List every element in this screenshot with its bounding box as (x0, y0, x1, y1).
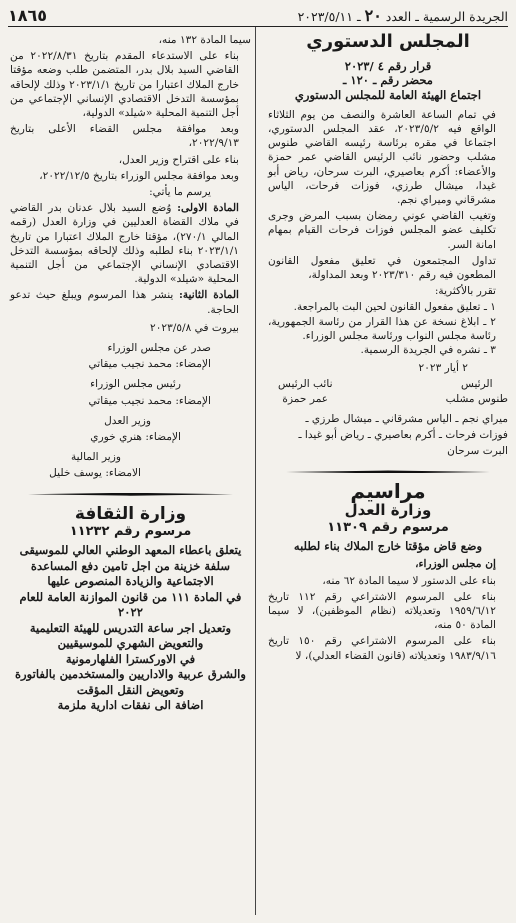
signer-title: وزير المالية (70, 451, 121, 464)
members-line: البرت سرحان (447, 445, 508, 458)
list-item: ٣ ـ نشره في الجريدة الرسمية. (360, 344, 496, 357)
decree-number: مرسوم رقم ١١٣٠٩ (327, 519, 449, 535)
section-divider (286, 467, 490, 475)
preamble: إن مجلس الوزراء، (415, 558, 496, 571)
article-2: المادة الثانية: ينشر هذا المرسوم ويبلغ حيث تدعو الحاجة. (10, 289, 239, 316)
paragraph: بناء على المرسوم الاشتراعي رقم ١٥٠ تاريخ ١٩٨٣/٩/١٦ وتعديلاته (قانون القضاء العدلي)، لا (268, 635, 496, 662)
decree-number: مرسوم رقم ١١٢٣٢ (69, 523, 192, 539)
decision-number: قرار رقم ٤ /٢٠٢٣ (344, 59, 432, 74)
place-date: بيروت في ٢٠٢٣/٥/٨ (150, 321, 239, 334)
decree-title-line: اضافة الى نفقات ادارية ملزمة (57, 698, 204, 713)
section-divider (28, 490, 233, 498)
decree-title-line: في المادة ١١١ من قانون الموازنة العامة للعام ٢٠٢٢ (19, 589, 242, 620)
decree-title-line: يتعلق باعطاء المعهد الوطني العالي للموسيقى (19, 543, 242, 558)
signer-title: وزير العدل (104, 414, 151, 427)
issued-by: صدر عن مجلس الوزراء (107, 342, 211, 355)
paragraph: تداول المجتمعون في تعليق مفعول القانون المطعون فيه رقم ٢٠٢٣/٣١٠ وبعد المداولة، (268, 254, 496, 282)
paragraph: يرسم ما يأتي: (149, 186, 211, 199)
vice-president-block: نائب الرئيس عمر حمزة (278, 378, 333, 405)
ministry-title: وزارة الثقافة (74, 503, 187, 524)
paragraph: بناء على اقتراح وزير العدل، (118, 153, 239, 166)
gazette-title: الجريدة الرسمية ـ العدد ٢٠ ـ ٢٠٢٣/٥/١١ (297, 5, 508, 25)
decrees-title: مراسيم (350, 479, 426, 504)
decree-title-line: والشرق عربية والاداريين والمستخدمين بالفاتورة (14, 667, 247, 682)
paragraph: وتغيب القاضي عوني رمضان بسبب المرض وجرى تكليف عضو المجلس فوزات فرحات القيام بمهام امانة السر. (268, 210, 496, 251)
list-item: ٢ ـ ابلاغ نسخة عن هذا القرار من رئاسة الجمهورية، رئاسة مجلس النواب ورئاسة مجلس الوزراء. (268, 315, 496, 342)
minutes-number: محضر رقم ـ ١٢٠ ـ (343, 73, 433, 88)
issue-number: ٢٠ (364, 5, 382, 25)
sign-date: ٢ أيار ٢٠٢٣ (418, 362, 468, 375)
signatures (268, 377, 508, 405)
decree-title-line: سلفة خزينة من اجل تامين دفع المساعدة (30, 558, 231, 573)
members-line: فوزات فرحات ـ أكرم بعاصيري ـ رياض أبو غيدا ـ (298, 429, 508, 442)
council-title: المجلس الدستوري (306, 31, 470, 52)
paragraph: بناء على الدستور لا سيما المادة ٦٢ منه، (322, 574, 496, 587)
page-number: ١٨٦٥ (8, 5, 48, 25)
paragraph: وبعد موافقة مجلس الوزراء بتاريخ ٢٠٢٢/١٢/٥، (39, 169, 239, 182)
members-line: ميراي نجم ـ الياس مشرقاني ـ ميشال طرزي ـ (305, 412, 508, 425)
article-1: المادة الاولى: وُضع السيد بلال عدنان بدر القاضي في ملاك القضاة العدليين في وزارة العدل (رقمه المالي ٢٧٠/١)، مؤقتا خارج الملاك اعتبارا من تاريخ ٢٠٢٣/١/١ بناء لطلبه وذلك لإلحاقه بمؤسسة التدخل الاقتصادي الإنساني الإجتماعي من أجل التنمية المحلية «شيلد» الدولية. (10, 202, 240, 286)
signature: الامضاء: يوسف خليل (49, 467, 141, 480)
president-block: الرئيس طنوس مشلب (445, 378, 508, 405)
paragraph: في تمام الساعة العاشرة والنصف من يوم الثلاثاء الواقع فيه ٢٠٢٣/٥/٢، عقد المجلس الدستوري، اجتماعا في مقره برئاسة رئيسه القاضي طنوس مشلب وحضور نائب الرئيس القاضي عمر حمزة والأعضاء: أكرم بعاصيري، البرت سرحان، رياض أبو غيدا، ميشال طرزي، فوزات فرحات، الياس مشرقاني وميراي نجم. (268, 108, 496, 207)
signature: الإمضاء: هنري خوري (90, 431, 181, 444)
paragraph: بناء على الاستدعاء المقدم بتاريخ ٢٠٢٢/٨/٣١ من القاضي السيد بلال بدر، المتضمن طلب وضعه مؤقتا خارج الملاك اعتبارا من تاريخ ٢٠٢٣/١/١ وذلك لإلحاقه بمؤسسة التدخل الاقتصادي الإنساني الإجتماعي من أجل التنمية المحلية «شيلد» الدولية، (10, 50, 239, 120)
paragraph: بناء على المرسوم الاشتراعي رقم ١١٢ تاريخ ١٩٥٩/٦/١٢ وتعديلاته (نظام الموظفين)، لا سيما المادة ٥٠ منه، (268, 590, 496, 632)
decree-title-line: في الاوركسترا الفلهارمونية (65, 651, 196, 666)
meeting-title: اجتماع الهيئة العامة للمجلس الدستوري (294, 87, 482, 102)
right-column (262, 27, 508, 915)
list-item: ١ ـ تعليق مفعول القانون لحين البت بالمراجعة. (293, 301, 496, 314)
decree-title-line: وتعديل اجر ساعة التدريس للهيئة التعليمية (29, 620, 232, 635)
decree-title-line: والتعويض الشهري للموسيقيين (57, 636, 204, 651)
signature: الإمضاء: محمد نجيب ميقاتي (88, 358, 211, 371)
decree-title-line: وتعويض النقل المؤقت (76, 682, 185, 697)
ministry-title: وزارة العدل (344, 500, 432, 519)
issue-date: ٢٠٢٣/٥/١١ (297, 8, 353, 24)
page-header (8, 4, 508, 27)
left-column (10, 27, 256, 915)
paragraph: سيما المادة ١٣٢ منه، (158, 34, 251, 46)
decree-subject: وضع قاض مؤقتا خارج الملاك بناء لطلبه (293, 539, 483, 554)
signer-title: رئيس مجلس الوزراء (90, 378, 181, 391)
decree-title-line: الاجتماعية والزيادة المنصوص عليها (47, 574, 214, 589)
paragraph: وبعد موافقة مجلس القضاء الأعلى بتاريخ ٢٠٢٢/٩/١٣، (10, 123, 239, 150)
signature: الإمضاء: محمد نجيب ميقاتي (88, 394, 211, 407)
paragraph: تقرر بالأكثرية: (434, 285, 496, 298)
